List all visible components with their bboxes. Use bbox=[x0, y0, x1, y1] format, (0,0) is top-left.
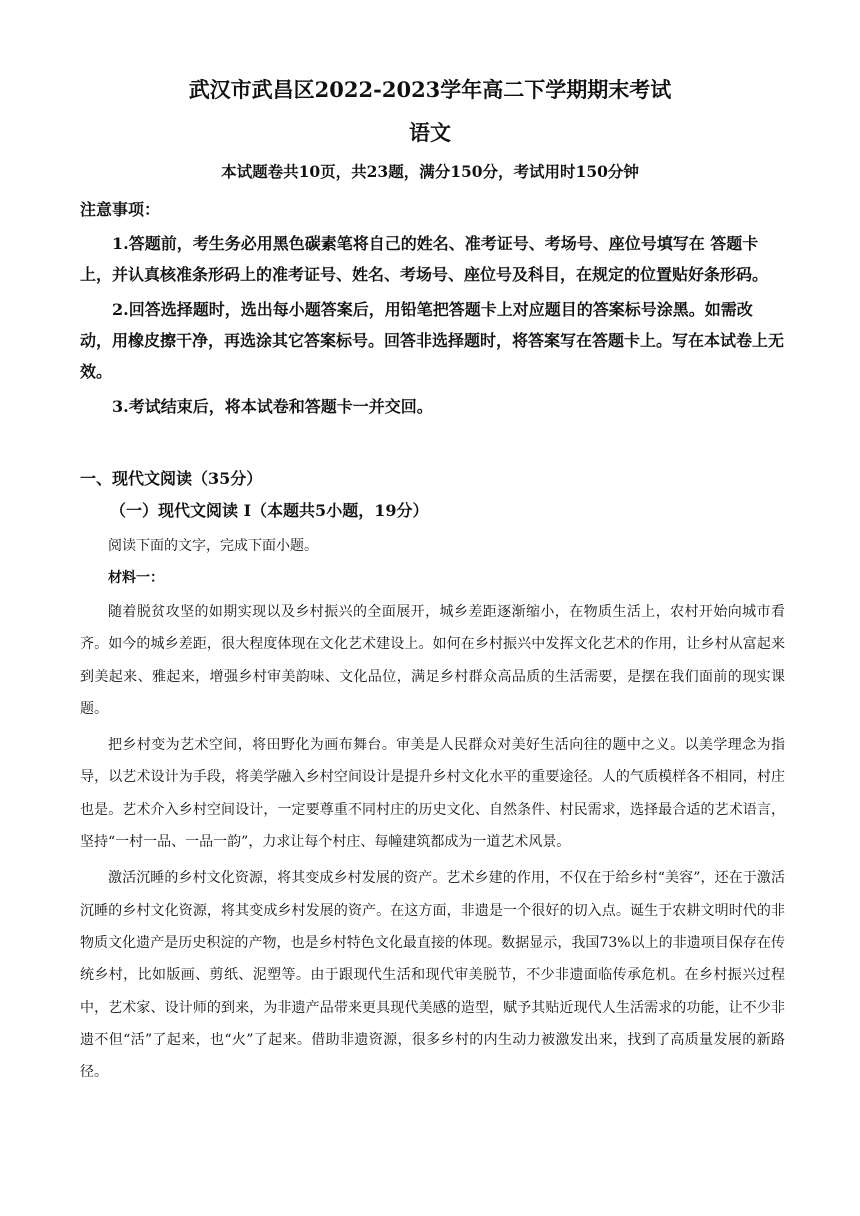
section-subtitle: （一）现代文阅读 I（本题共5小题，19分） bbox=[110, 501, 429, 520]
note-item: 3.考试结束后，将本试卷和答题卡一并交回。 bbox=[112, 397, 433, 416]
material-paragraph: 随着脱贫攻坚的如期实现以及乡村振兴的全面展开，城乡差距逐渐缩小，在物质生活上，农村开始向城市看齐。如今的城乡差距，很大程度体现在文化艺术建设上。如何在乡村振兴中发挥文化艺术的作用，让乡村从富起来到美起来、雅起来，增强乡村审美韵味、文化品位，满足乡村群众高品质的生活需要，是摆在我们面前的现实课题。 bbox=[80, 604, 785, 717]
note-item: 1.答题前，考生务必用黑色碳素笔将自己的姓名、准考证号、考场号、座位号填写在 答题卡上，并认真核准条形码上的准考证号、姓名、考场号、座位号及科目，在规定的位置贴好条形码。 bbox=[80, 234, 769, 284]
material-paragraph: 激活沉睡的乡村文化资源，将其变成乡村发展的资产。艺术乡建的作用，不仅在于给乡村“美容”，还在于激活沉睡的乡村文化资源，将其变成乡村发展的资产。在这方面，非遗是一个很好的切入点。诞生于农耕文明时代的非物质文化遗产是历史积淀的产物，也是乡村特色文化最直接的体现。数据显示，我国73%以上的非遗项目保存在传统乡村，比如版画、剪纸、泥塑等。由于跟现代生活和现代审美脱节，不少非遗面临传承危机。在乡村振兴过程中，艺术家、设计师的到来，为非遗产品带来更具现代美感的造型，赋予其贴近现代人生活需求的功能，让不少非遗不但“活”了起来，也“火”了起来。借助非遗资源，很多乡村的内生动力被激发出来，找到了高质量发展的新路径。 bbox=[80, 870, 785, 1081]
exam-title: 武汉市武昌区2022-2023学年高二下学期期末考试 bbox=[188, 77, 672, 102]
material-text bbox=[80, 596, 785, 1088]
notes-heading: 注意事项： bbox=[80, 200, 161, 219]
section-title: 一、现代文阅读（35分） bbox=[80, 469, 263, 488]
notes-block bbox=[80, 194, 784, 422]
material-label: 材料一： bbox=[108, 570, 164, 586]
subject-title: 语文 bbox=[409, 120, 451, 145]
material-paragraph: 把乡村变为艺术空间，将田野化为画布舞台。审美是人民群众对美好生活向往的题中之义。以美学理念为指导，以艺术设计为手段，将美学融入乡村空间设计是提升乡村文化水平的重要途径。人的气质模样各不相同，村庄也是。艺术介入乡村空间设计，一定要尊重不同村庄的历史文化、自然条件、村民需求，选择最合适的艺术语言，坚持“一村一品、一品一韵”，力求让每个村庄、每幢建筑都成为一道艺术风景。 bbox=[80, 737, 785, 851]
note-item: 2.回答选择题时，选出每小题答案后，用铅笔把答题卡上对应题目的答案标号涂黑。如需改动，用橡皮擦干净，再选涂其它答案标号。回答非选择题时，将答案写在答题卡上。写在本试卷上无效。 bbox=[80, 300, 785, 381]
exam-info: 本试题卷共10页，共23题，满分150分，考试用时150分钟 bbox=[221, 162, 639, 181]
reading-instruction: 阅读下面的文字，完成下面小题。 bbox=[108, 538, 318, 554]
